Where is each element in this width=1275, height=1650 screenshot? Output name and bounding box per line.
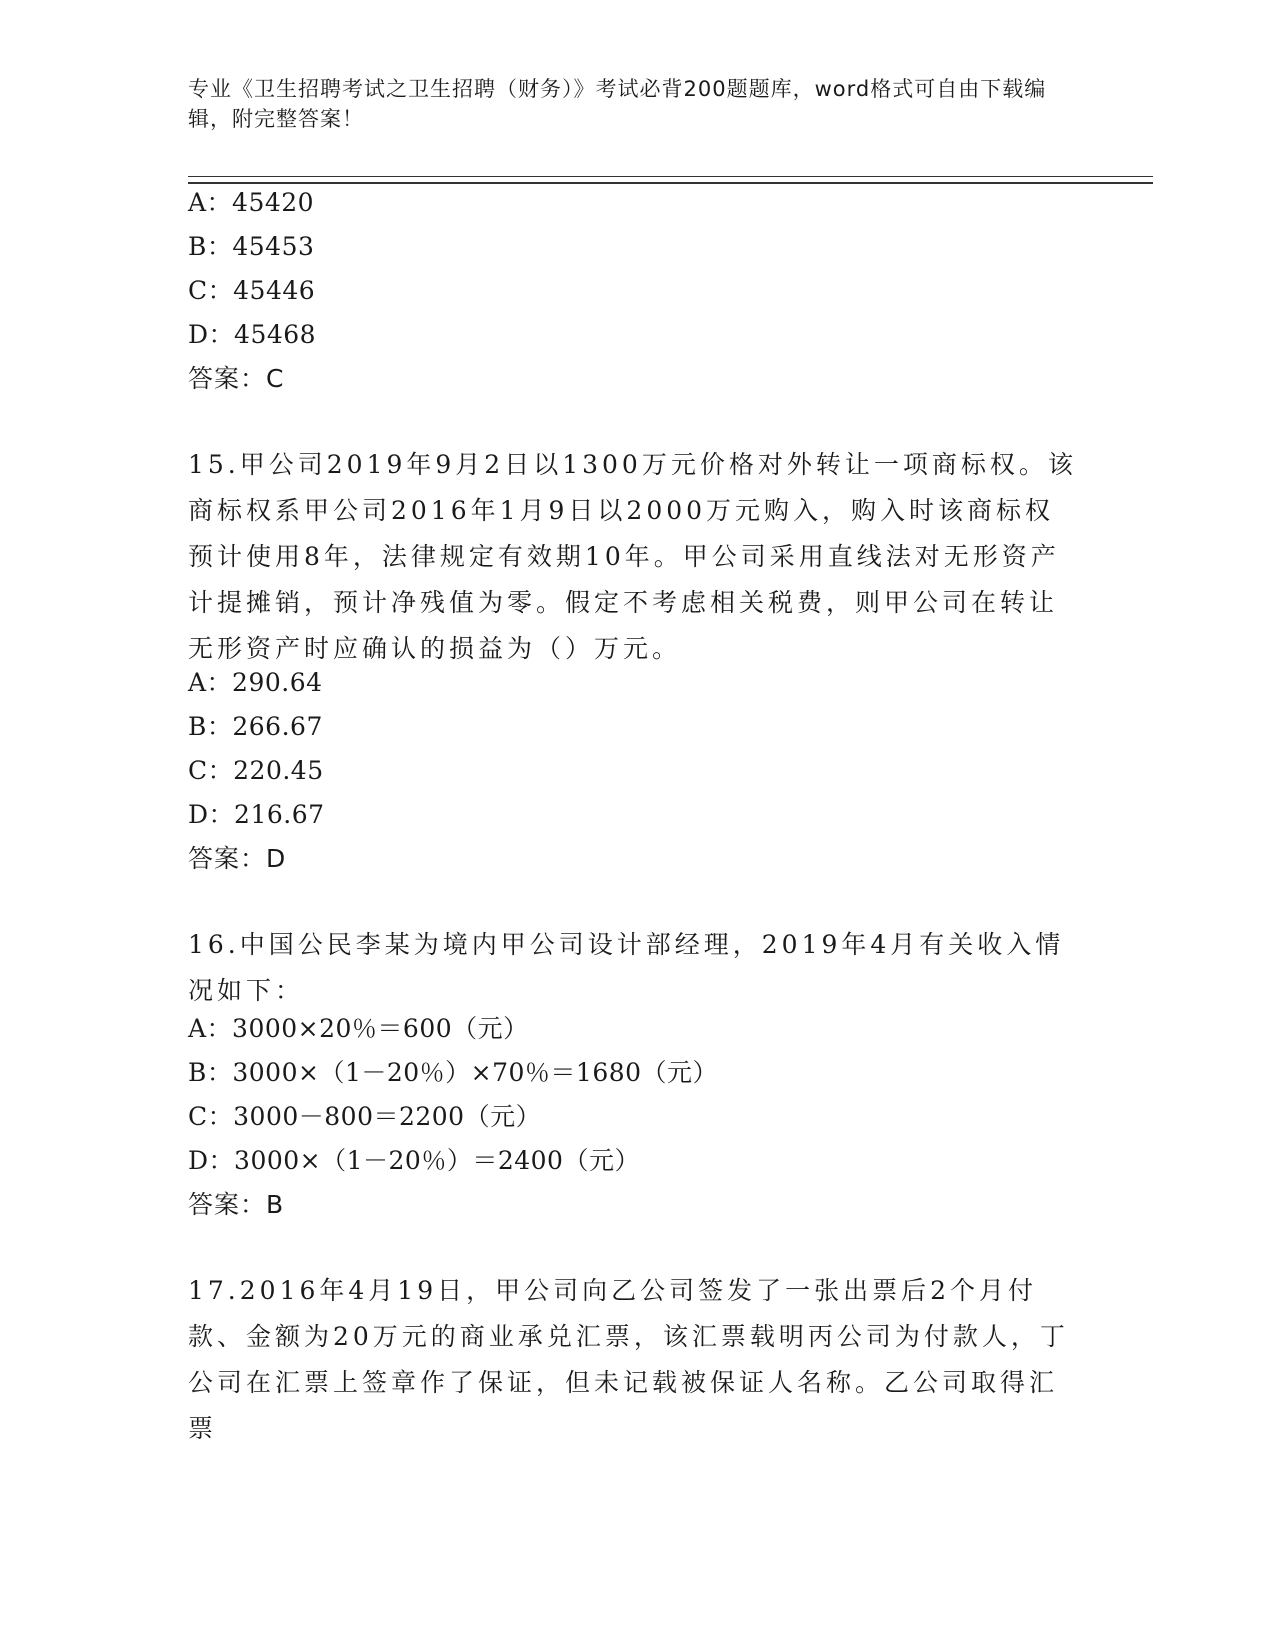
header-divider-thick (188, 182, 1153, 184)
q14-option-a: A：45420 (188, 188, 315, 217)
q16-answer: 答案：B (188, 1190, 285, 1219)
q16-option-d: D：3000×（1－20％）＝2400（元） (188, 1146, 640, 1175)
q16-option-a: A：3000×20％＝600（元） (188, 1014, 529, 1043)
q15-option-a: A：290.64 (188, 668, 323, 697)
q15-stem: 15.甲公司2019年9月2日以1300万元价格对外转让一项商标权。该商标权系甲公司2016年1月9日以2000万元购入，购入时该商标权预计使用8年，法律规定有效期10年。甲公司采用直线法对无形资产计提摊销，预计净残值为零。假定不考虑相关税费，则甲公司在转让无形资产时应确认的损益为（）万元。 (188, 450, 1077, 663)
q14-answer: 答案：C (188, 364, 285, 393)
q16-stem: 16.中国公民李某为境内甲公司设计部经理，2019年4月有关收入情况如下： (188, 930, 1065, 1005)
q15-option-c: C：220.45 (188, 756, 324, 785)
q16-option-b: B：3000×（1－20％）×70％＝1680（元） (188, 1058, 719, 1087)
q17-stem: 17.2016年4月19日，甲公司向乙公司签发了一张出票后2个月付款、金额为20万元的商业承兑汇票，该汇票载明丙公司为付款人，丁公司在汇票上签章作了保证，但未记载被保证人名称。乙公司取得汇票 (188, 1276, 1069, 1443)
q14-option-b: B：45453 (188, 232, 315, 261)
q15-option-d: D：216.67 (188, 800, 325, 829)
header-divider (188, 176, 1153, 177)
q15-option-b: B：266.67 (188, 712, 323, 741)
q16-option-c: C：3000－800＝2200（元） (188, 1102, 542, 1131)
q14-option-c: C：45446 (188, 276, 316, 305)
q15-answer: 答案：D (188, 844, 287, 873)
document-header: 专业《卫生招聘考试之卫生招聘（财务）》考试必背200题题库，word格式可自由下载编辑，附完整答案！ (188, 77, 1047, 131)
q14-option-d: D：45468 (188, 320, 317, 349)
